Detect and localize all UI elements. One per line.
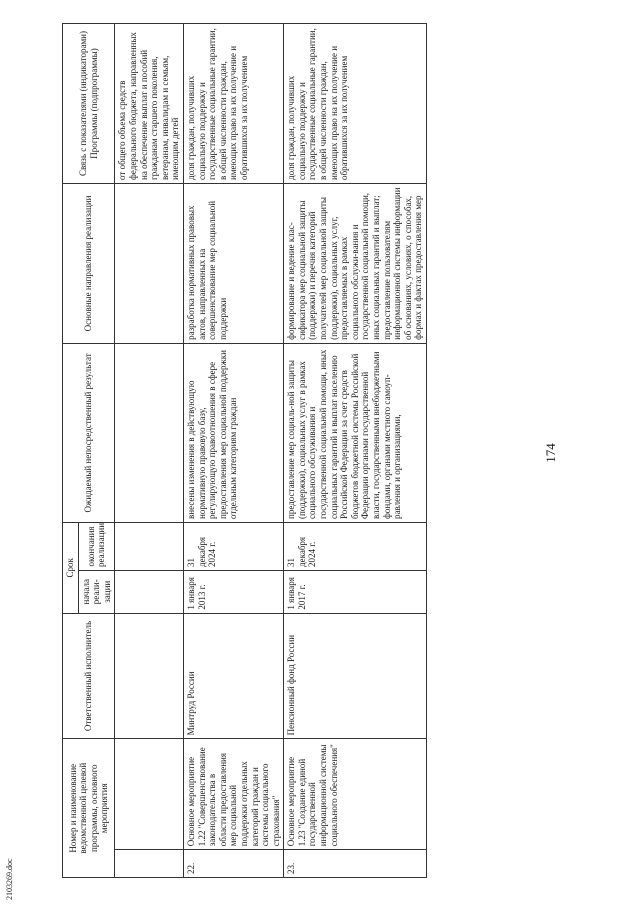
row-number: 22. — [183, 850, 283, 878]
table-row — [183, 24, 283, 878]
row-indicator-link: доля граждан, получивших социальную поддержку и государственные социальные гарантии, в общей численности граждан, имеющих право на их получение и обратившихся за их получением — [284, 24, 427, 184]
row-result: предоставление мер социаль-ной защиты (поддержки), социальных услуг в рамках социального обслуживания и государственной социальной помощи, иных социальных гарантий и выплат населению Российской Федерации за счет средств бюджетов бюджетной системы Российской Федерации органами государственной власти, государственными внебюджетными фондами, органами местного самоуп-равления и организациями, — [284, 343, 427, 522]
row-name: Основное мероприятие 1.23 "Создание единой государственной информационной системы социального обеспечения" — [284, 739, 427, 850]
row-number — [115, 850, 184, 878]
row-start: 1 января 2017 г. — [284, 570, 427, 613]
row-indicator-link: от общего объема средств федерального бюджета, направленных на обеспечение выплат и пособий гражданам старшего поколения, ветеранам, инвалидам и семьям, имеющим детей — [115, 24, 184, 184]
header-end: окончания реализации — [78, 522, 115, 570]
row-result: внесены изменения в действующую нормативную правовую базу, регулирующую правоотношения в сфере предоставления мер социальной поддержки отдельным категориям граждан — [183, 343, 283, 522]
row-name — [115, 739, 184, 850]
row-responsible: Минтруд России — [183, 613, 283, 739]
header-result: Ожидаемый непосредственный результат — [63, 343, 115, 522]
row-start — [115, 570, 184, 613]
header-indicator-link: Связь с показателями (индикаторами) Программы (подпрограммы) — [63, 24, 115, 184]
header-number-name: Номер и наименование ведомственной целевой программы, основного мероприятия — [63, 739, 115, 878]
row-indicator-link: доля граждан, получивших социальную поддержку и государственные социальные гарантии, в общей численности граждан, имеющих право на их получение и обратившихся за их получением — [183, 24, 283, 184]
row-directions: формирование и ведение клас-сификатора мер социальной защиты (поддержки) и перечня категорий получателей мер социальной защиты (поддержки), социальных услуг, предоставляемых в рамках социального обслужи-вания и государственной социальной помощи, иных социальных гарантий и выплат; предоставление пользователям информационной системы информации об основаниях, условиях, о способах, формах и фактах предоставления мер — [284, 183, 427, 343]
table-row — [115, 24, 184, 878]
page-number: 174 — [543, 443, 558, 463]
row-directions — [115, 183, 184, 343]
row-number: 23. — [284, 850, 427, 878]
row-responsible — [115, 613, 184, 739]
document-filename: 2103269.doc — [5, 858, 14, 900]
rotated-table-container — [62, 23, 630, 878]
header-responsible: Ответственный исполнитель — [63, 613, 115, 739]
header-row-1 — [63, 24, 79, 878]
row-directions: разработка нормативных правовых актов, направленных на совершенствование мер социальной поддержки — [183, 183, 283, 343]
row-end: 31 декабря 2024 г. — [183, 522, 283, 570]
header-directions: Основные направления реализации — [63, 183, 115, 343]
program-table — [62, 23, 427, 878]
row-responsible: Пенсионный фонд России — [284, 613, 427, 739]
table-row — [284, 24, 427, 878]
row-result — [115, 343, 184, 522]
row-name: Основное мероприятие 1.22 "Совершенствование законодательства в области предоставления мер социальной поддержки отдельных категорий граждан и системы социального страхования" — [183, 739, 283, 850]
header-term: Срок — [63, 522, 79, 613]
row-end: 31 декабря 2024 г. — [284, 522, 427, 570]
row-start: 1 января 2013 г. — [183, 570, 283, 613]
header-start: начала реали-зации — [78, 570, 115, 613]
row-end — [115, 522, 184, 570]
